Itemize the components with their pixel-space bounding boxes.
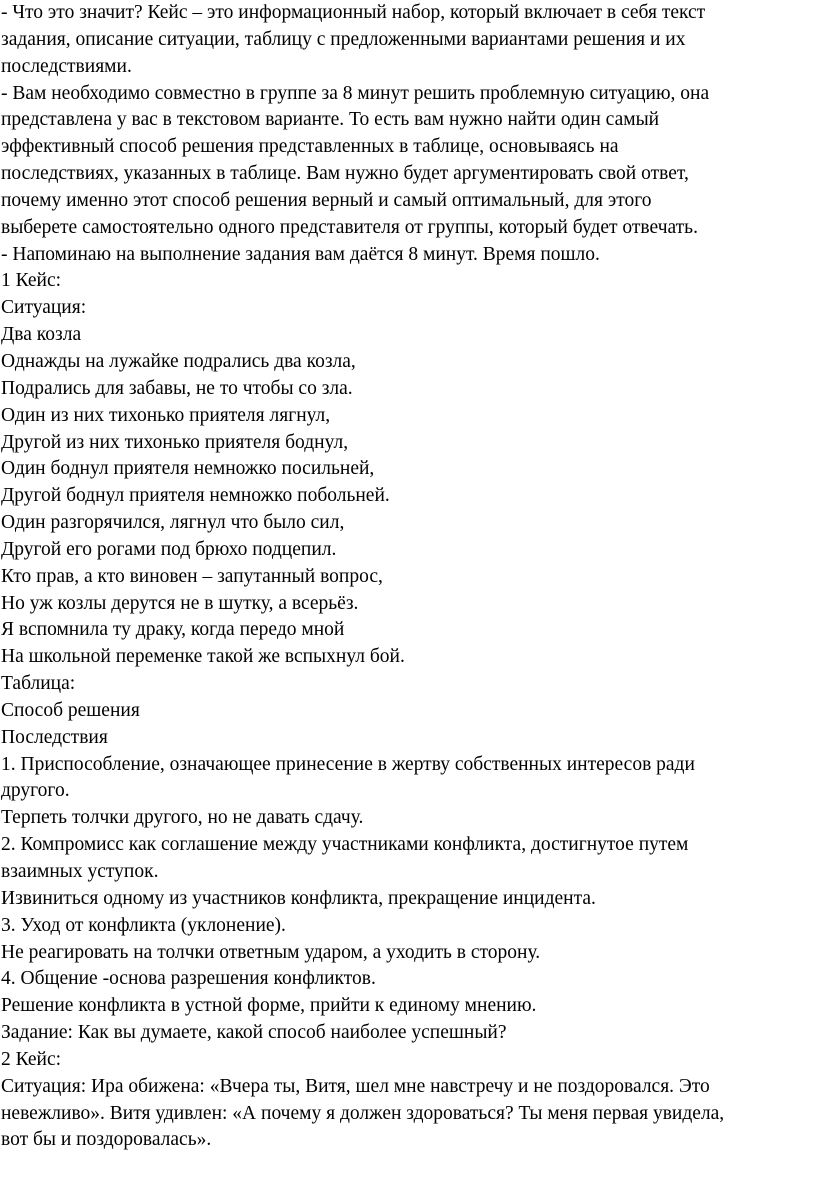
poem-title: Два козла (1, 324, 82, 346)
poem-line: Один из них тихонько приятеля лягнул, (1, 404, 331, 426)
case2-heading: 2 Кейс: (1, 1048, 62, 1070)
option-method-line: 4. Общение -основа разрешения конфликтов. (1, 968, 376, 990)
option-method-line: другого. (1, 780, 70, 802)
option-consequence-line: Решение конфликта в устной форме, прийти к единому мнению. (1, 995, 537, 1017)
table-label: Таблица: (1, 673, 76, 695)
poem-line: Другой его рогами под брюхо подцепил. (1, 538, 337, 560)
option-consequence-line: Извиниться одному из участников конфликта, прекращение инцидента. (1, 887, 596, 909)
option-2 (1, 832, 816, 913)
poem-line: Один боднул приятеля немножко посильней, (1, 458, 375, 480)
option-method-line: 2. Компромисс как соглашение между участниками конфликта, достигнутое путем (1, 834, 689, 856)
option-4 (1, 966, 816, 1020)
poem-line: Один разгорячился, лягнул что было сил, (1, 512, 345, 534)
intro-line: эффективный способ решения представленных в таблице, основываясь на (1, 136, 619, 158)
poem-line: Кто прав, а кто виновен – запутанный вопрос, (1, 565, 383, 587)
poem-line: Но уж козлы дерутся не в шутку, а всерьёз. (1, 592, 359, 614)
intro-line: - Вам необходимо совместно в группе за 8 минут решить проблемную ситуацию, она (1, 82, 710, 104)
table-header-consequences: Последствия (1, 726, 108, 748)
task-text: Задание: Как вы думаете, какой способ наиболее успешный? (1, 1022, 507, 1044)
case2-situation-line: Ситуация: Ира обижена: «Вчера ты, Витя, шел мне навстречу и не поздоровался. Это (1, 1075, 710, 1097)
option-method-line: 1. Приспособление, означающее принесение в жертву собственных интересов ради (1, 753, 695, 775)
poem-line: Я вспомнила ту драку, когда передо мной (1, 619, 345, 641)
intro-line: - Что это значит? Кейс – это информационный набор, который включает в себя текст (1, 2, 706, 23)
intro-paragraph (1, 0, 816, 268)
case1-section (1, 268, 816, 1046)
intro-line: представлена у вас в текстовом варианте. То есть вам нужно найти один самый (1, 109, 660, 131)
intro-line: почему именно этот способ решения верный и самый оптимальный, для этого (1, 189, 652, 211)
poem-line: Другой из них тихонько приятеля боднул, (1, 431, 349, 453)
case2-situation-line: невежливо». Витя удивлен: «А почему я должен здороваться? Ты меня первая увидела, (1, 1102, 725, 1124)
poem-line: Подрались для забавы, не то чтобы со зла. (1, 377, 353, 399)
poem-line: Однажды на лужайке подрались два козла, (1, 350, 356, 372)
poem (1, 349, 816, 671)
option-consequence-line: Не реагировать на толчки ответным ударом, а уходить в сторону. (1, 941, 541, 963)
case2-section (1, 1047, 816, 1154)
option-method-line: взаимных уступок. (1, 861, 159, 882)
case2-situation-line: вот бы и поздоровалась». (1, 1129, 212, 1151)
option-3 (1, 913, 816, 967)
case1-heading: 1 Кейс: (1, 270, 62, 292)
intro-line: - Напоминаю на выполнение задания вам даётся 8 минут. Время пошло. (1, 243, 600, 265)
intro-line: выберете самостоятельно одного представителя от группы, который будет отвечать. (1, 216, 698, 238)
situation-label: Ситуация: (1, 297, 87, 319)
intro-line: последствиями. (1, 55, 132, 77)
option-1 (1, 752, 816, 833)
option-method-line: 3. Уход от конфликта (уклонение). (1, 914, 286, 936)
table-header-method: Способ решения (1, 699, 140, 721)
intro-line: последствиях, указанных в таблице. Вам нужно будет аргументировать свой ответ, (1, 163, 689, 185)
poem-line: На школьной переменке такой же вспыхнул бой. (1, 646, 405, 668)
intro-line: задания, описание ситуации, таблицу с предложенными вариантами решения и их (1, 28, 686, 50)
option-consequence-line: Терпеть толчки другого, но не давать сдачу. (1, 807, 364, 829)
poem-line: Другой боднул приятеля немножко побольней. (1, 485, 390, 507)
